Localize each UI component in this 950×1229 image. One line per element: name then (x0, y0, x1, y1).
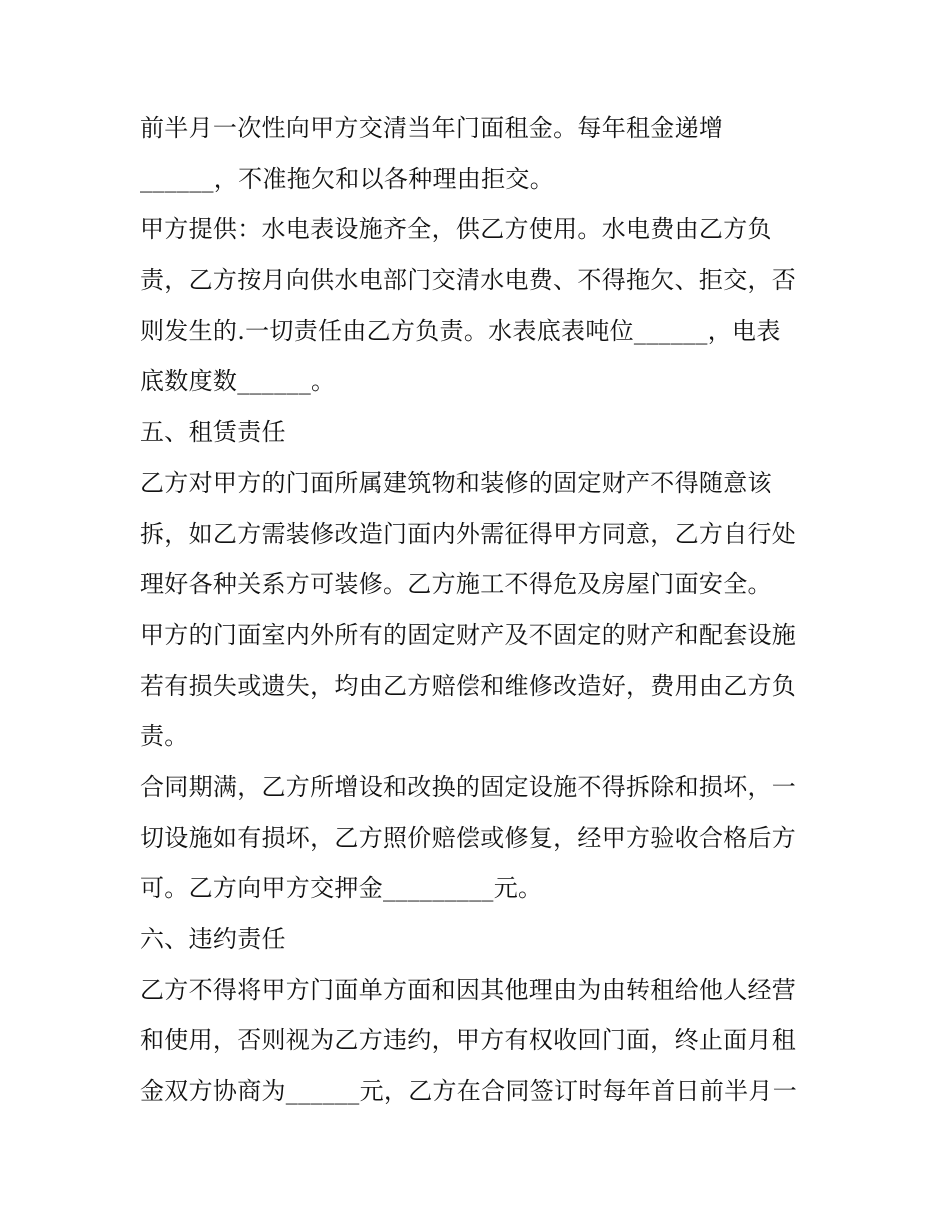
text-line: 可。乙方向甲方交押金_________元。 (140, 874, 543, 903)
text-line: 责。 (140, 722, 189, 751)
text-line: 甲方提供：水电表设施齐全，供乙方使用。水电费由乙方负 (140, 215, 772, 244)
text-line: 乙方不得将甲方门面单方面和因其他理由为由转租给他人经营 (140, 975, 797, 1004)
document-page (140, 103, 820, 1117)
text-line: 责，乙方按月向供水电部门交清水电费、不得拖欠、拒交，否 (140, 266, 797, 295)
text-line: ______，不准拖欠和以各种理由拒交。 (140, 164, 554, 193)
text-line: 合同期满，乙方所增设和改换的固定设施不得拆除和损坏，一 (140, 772, 797, 801)
text-line: 金双方协商为______元，乙方在合同签订时每年首日前半月一 (140, 1077, 797, 1106)
text-line: 底数度数______。 (140, 367, 336, 396)
text-line: 甲方的门面室内外所有的固定财产及不固定的财产和配套设施 (140, 620, 797, 649)
text-line: 前半月一次性向甲方交清当年门面租金。每年租金递增 (140, 114, 724, 142)
text-line: 理好各种关系方可装修。乙方施工不得危及房屋门面安全。 (140, 570, 772, 599)
text-line: 若有损失或遗失，均由乙方赔偿和维修改造好，费用由乙方负 (140, 671, 797, 700)
section-heading: 六、违约责任 (140, 925, 286, 953)
section-heading: 五、租赁责任 (140, 418, 286, 447)
text-line: 切设施如有损坏，乙方照价赔偿或修复，经甲方验收合格后方 (140, 823, 797, 852)
text-line: 则发生的.一切责任由乙方负责。水表底表吨位______，电表 (140, 316, 781, 345)
text-line: 和使用，否则视为乙方违约，甲方有权收回门面，终止面月租 (140, 1026, 797, 1055)
text-line: 乙方对甲方的门面所属建筑物和装修的固定财产不得随意该 (140, 468, 772, 497)
text-line: 拆，如乙方需装修改造门面内外需征得甲方同意，乙方自行处 (140, 519, 797, 548)
